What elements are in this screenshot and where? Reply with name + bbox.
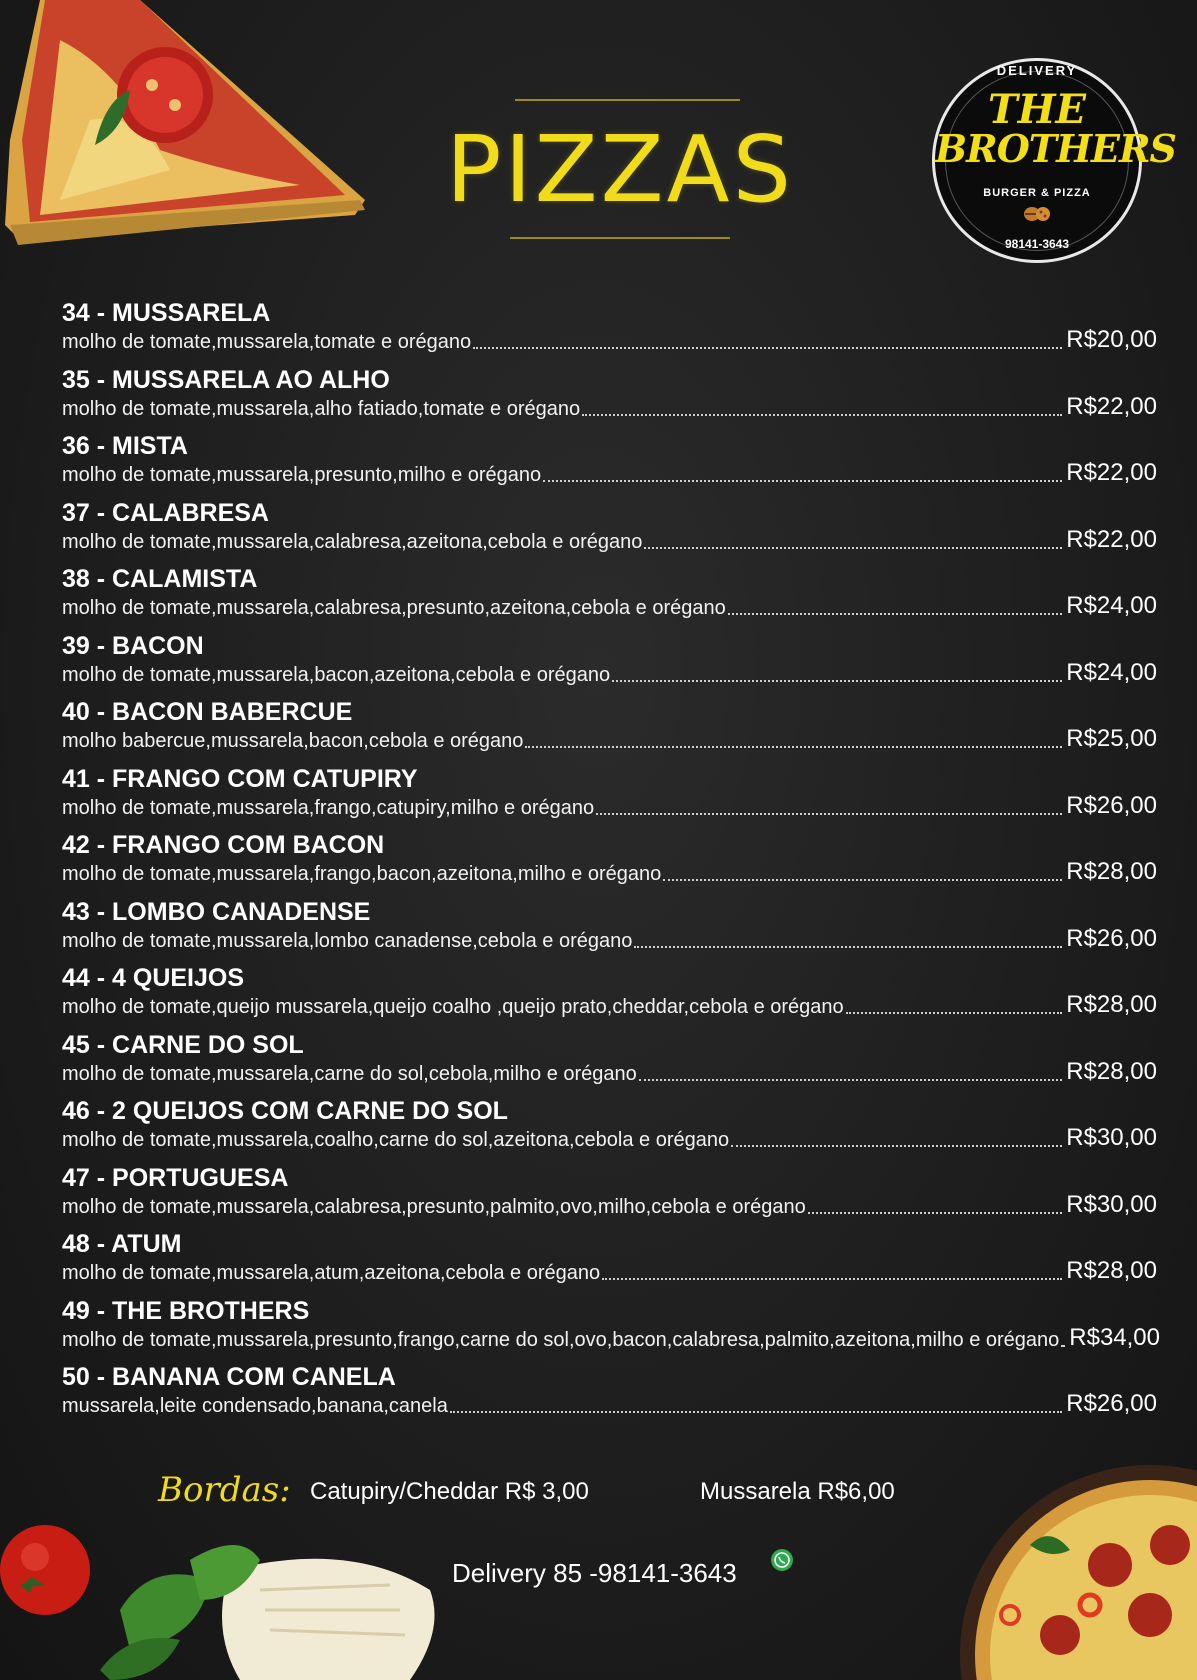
logo-name-line1: THE [987,86,1087,133]
menu-item-name: 34 - MUSSARELA [62,299,271,327]
title-line-top [515,99,740,101]
menu-item [58,498,1158,565]
menu-item [58,365,1158,432]
menu-item-price: R$24,00 [1066,658,1157,686]
menu-item-line [62,924,1157,953]
menu-item-description: mussarela,leite condensado,banana,canela [62,1395,448,1417]
menu-item-line [62,993,1157,1019]
menu-item-description: molho de tomate,mussarela,calabresa,presunto,azeitona,cebola e orégano [62,597,726,619]
menu-item-price: R$28,00 [1066,858,1157,885]
menu-item-price: R$28,00 [1066,991,1157,1018]
tomato-image [0,1515,100,1615]
menu-item-price: R$20,00 [1066,326,1157,353]
menu-item [58,298,1158,365]
menu-item-line [62,328,1157,354]
menu-item-price: R$30,00 [1066,1124,1157,1151]
menu-item-name: 46 - 2 QUEIJOS COM CARNE DO SOL [62,1097,508,1125]
menu-item-price: R$22,00 [1066,525,1157,553]
menu-item-description: molho de tomate,mussarela,frango,catupiry,milho e orégano [62,796,595,819]
menu-item-description: molho de tomate,mussarela,atum,azeitona,cebola e orégano [62,1262,601,1284]
brand-logo [932,58,1176,263]
menu-item-description: molho de tomate,mussarela,tomate e orégano [62,331,472,353]
dot-leader [596,813,1062,815]
menu-item [58,830,1158,897]
menu-item-line [62,791,1157,820]
bordas-row [158,1470,958,1520]
menu-item-description: molho de tomate,mussarela,presunto,milho e orégano [62,464,542,486]
menu-item-price: R$26,00 [1066,924,1157,952]
menu-item-price: R$22,00 [1066,459,1157,486]
dot-leader [644,547,1062,549]
cheese-basil-image [90,1530,450,1680]
menu-item-price: R$26,00 [1066,791,1157,819]
dot-leader [582,414,1062,416]
menu-item [58,1362,1158,1429]
menu-item-line [62,1323,1161,1352]
menu-item-description: molho de tomate,mussarela,carne do sol,cebola,milho e orégano [62,1062,637,1085]
menu-item-line [62,860,1157,886]
menu-item-description: molho de tomate,mussarela,presunto,frango,carne do sol,ovo,bacon,calabresa,palmito,azeitona,milho e orégano [62,1328,1060,1351]
menu-item-name: 49 - THE BROTHERS [62,1296,310,1325]
bordas-option-catupiry-cheddar: Catupiry/Cheddar R$ 3,00 [310,1478,589,1505]
menu-item [58,1229,1158,1296]
dot-leader [663,879,1062,881]
dot-leader [808,1212,1062,1214]
logo-tagline: BURGER & PIZZA [983,187,1091,199]
menu-item-line [62,1057,1157,1086]
menu-item [58,963,1158,1030]
menu-item-name: 35 - MUSSARELA AO ALHO [62,365,390,394]
menu-item-name: 38 - CALAMISTA [62,565,258,593]
menu-item-line [62,594,1157,620]
menu-item-name: 43 - LOMBO CANADENSE [62,897,371,926]
logo-name-line2: BROTHERS [935,126,1176,171]
menu-item-name: 47 - PORTUGUESA [62,1163,289,1192]
menu-item [58,1030,1158,1097]
menu-item-line [62,727,1157,753]
logo-phone: 98141-3643 [1004,237,1070,251]
burger-pizza-icon [1023,205,1051,223]
menu-item-line [62,461,1157,487]
page-title: PIZZAS [446,116,794,223]
menu-item-price: R$28,00 [1066,1057,1157,1085]
menu-item-name: 50 - BANANA COM CANELA [62,1363,396,1391]
dot-leader [1061,1345,1065,1347]
dot-leader [728,613,1063,615]
menu-item-price: R$24,00 [1066,592,1157,619]
menu-item-name: 36 - MISTA [62,432,188,460]
menu-item-name: 48 - ATUM [62,1230,182,1258]
menu-item-name: 41 - FRANGO COM CATUPIRY [62,764,418,793]
delivery-phone: Delivery 85 -98141-3643 [452,1558,737,1588]
dot-leader [731,1145,1062,1147]
pizza-menu-list [58,298,1161,1429]
menu-item-price: R$26,00 [1066,1390,1157,1417]
menu-item-line [62,392,1157,421]
dot-leader [612,680,1062,682]
menu-item-price: R$34,00 [1069,1323,1161,1351]
dot-leader [602,1278,1062,1280]
menu-item [58,564,1158,631]
menu-item-line [62,525,1157,554]
menu-item-description: molho de tomate,mussarela,calabresa,azeitona,cebola e orégano [62,530,643,553]
dot-leader [450,1411,1062,1413]
menu-item [58,1163,1158,1230]
menu-item-description: molho de tomate,mussarela,alho fatiado,tomate e orégano [62,397,581,420]
menu-item-description: molho de tomate,mussarela,frango,bacon,azeitona,milho e orégano [62,863,662,885]
menu-item-name: 39 - BACON [62,631,204,660]
logo-delivery-text: DELIVERY [996,63,1078,78]
menu-item-price: R$22,00 [1066,392,1157,420]
menu-item-name: 45 - CARNE DO SOL [62,1030,304,1059]
menu-item-description: molho de tomate,queijo mussarela,queijo coalho ,queijo prato,cheddar,cebola e orégano [62,996,844,1018]
whatsapp-icon [770,1548,794,1572]
menu-item-price: R$28,00 [1066,1257,1157,1284]
dot-leader [473,347,1062,349]
dot-leader [525,746,1062,748]
menu-item-line [62,1259,1157,1285]
menu-item-description: molho babercue,mussarela,bacon,cebola e orégano [62,730,524,752]
menu-item [58,764,1158,831]
menu-item [58,897,1158,964]
title-line-bottom [510,237,730,239]
menu-item [58,431,1158,498]
dot-leader [639,1079,1062,1081]
menu-item-line [62,1190,1157,1219]
bordas-label: Bordas: [158,1470,291,1510]
pizza-image [940,1465,1197,1680]
menu-item-description: molho de tomate,mussarela,lombo canadense,cebola e orégano [62,929,633,952]
dot-leader [846,1012,1063,1014]
menu-item [58,1296,1161,1363]
menu-item [58,697,1158,764]
menu-item-price: R$25,00 [1066,725,1157,752]
pizza-slice-image [0,0,370,250]
title-block [430,95,810,255]
menu-item-name: 40 - BACON BABERCUE [62,698,353,726]
menu-item-description: molho de tomate,mussarela,calabresa,presunto,palmito,ovo,milho,cebola e orégano [62,1195,806,1218]
menu-item [58,631,1158,698]
menu-item-line [62,1126,1157,1152]
menu-item [58,1096,1158,1163]
menu-item-line [62,658,1157,687]
bordas-option-mussarela: Mussarela R$6,00 [700,1478,895,1505]
menu-item-name: 42 - FRANGO COM BACON [62,831,385,859]
dot-leader [543,480,1062,482]
menu-item-line [62,1392,1157,1418]
menu-item-description: molho de tomate,mussarela,bacon,azeitona,cebola e orégano [62,663,611,686]
menu-item-name: 44 - 4 QUEIJOS [62,964,245,992]
menu-item-name: 37 - CALABRESA [62,498,269,527]
dot-leader [634,946,1062,948]
menu-item-description: molho de tomate,mussarela,coalho,carne do sol,azeitona,cebola e orégano [62,1129,730,1151]
menu-item-price: R$30,00 [1066,1190,1157,1218]
